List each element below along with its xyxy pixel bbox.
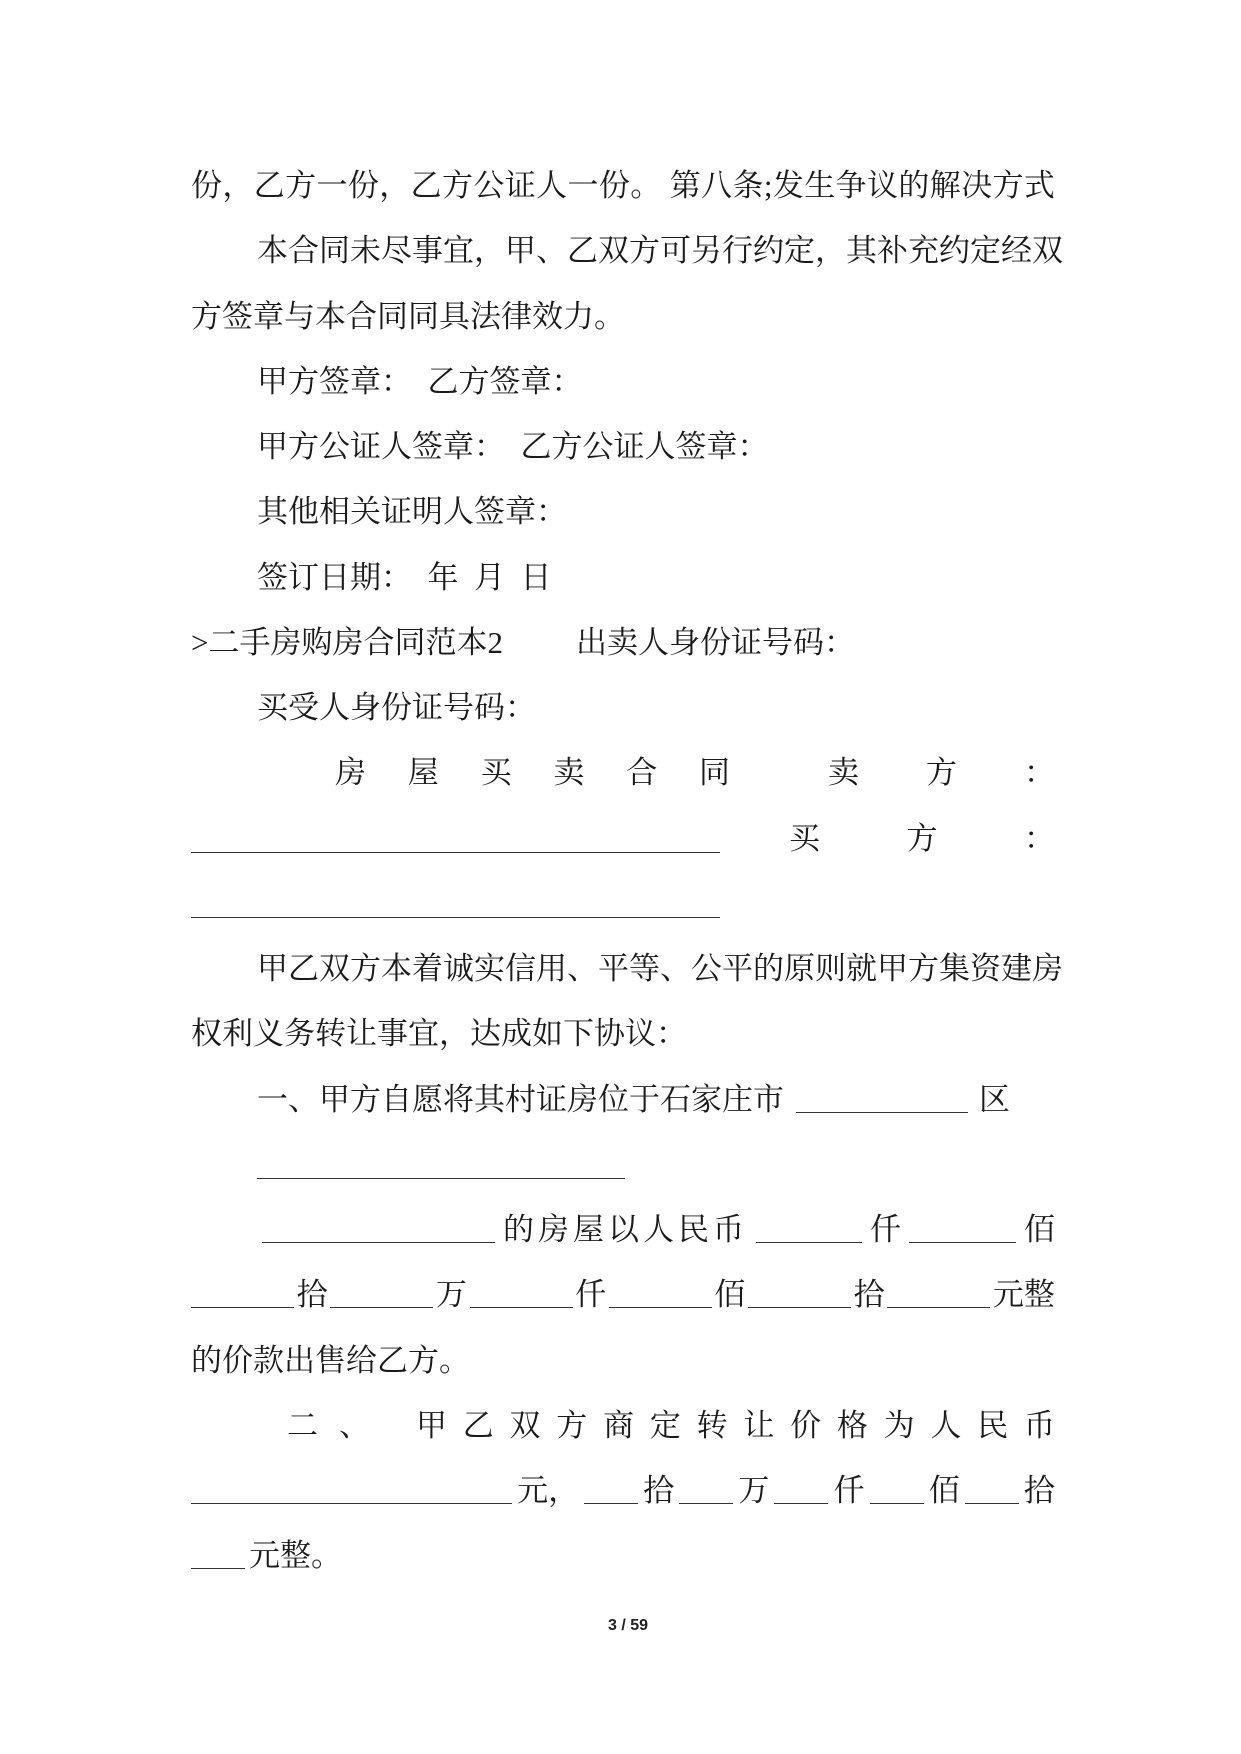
text-char: 式 (1023, 168, 1055, 203)
price-unit: 仟 (870, 1212, 901, 1247)
text-char: 另 (691, 233, 722, 268)
article-2-amount-end: 元整。 (249, 1538, 342, 1573)
text-char: 甲 (877, 951, 908, 986)
text-char: 币 (1023, 1408, 1055, 1443)
text-char: 方 (906, 821, 938, 856)
text-char: 方 (926, 755, 957, 790)
amount-unit: 元， (517, 1473, 580, 1508)
text-char: ： (1024, 821, 1055, 856)
text-char: 一 (316, 168, 348, 203)
signature-notaries-line: 甲方公证人签章： 乙方公证人签章： (257, 429, 769, 464)
text-char: 可 (660, 233, 691, 268)
text-char: 让 (743, 1408, 775, 1443)
text-char: 一 (567, 168, 599, 203)
text-char: 双 (1032, 233, 1063, 268)
fill-in-blank (870, 1503, 924, 1504)
article-2-number (287, 1404, 370, 1448)
text-char: 方 (908, 951, 939, 986)
text-char: 甲 (416, 1408, 447, 1443)
preamble-line-1 (257, 947, 1063, 991)
text-char: 生 (804, 168, 836, 203)
text-char: 其 (846, 233, 877, 268)
fill-in-blank (774, 1503, 828, 1504)
supplement-line-2: 方签章与本合同同具法律效力。 (191, 299, 625, 334)
fill-in-blank (909, 1242, 1016, 1243)
text-char: 房 (1032, 951, 1063, 986)
text-char: 信 (505, 951, 536, 986)
seller-id-label: 出卖人身份证号码： (576, 625, 855, 660)
text-char: ， (379, 168, 411, 203)
text-char: 资 (970, 951, 1001, 986)
fill-in-blank (191, 1503, 512, 1504)
amount-unit: 佰 (928, 1473, 960, 1508)
text-char: 条 (732, 168, 764, 203)
text-char: 方 (442, 168, 473, 203)
fill-in-blank (748, 1307, 851, 1308)
text-char: 的 (898, 168, 930, 203)
fill-in-blank (191, 1307, 294, 1308)
fill-in-blank (330, 1307, 433, 1308)
text-char: 、 (567, 951, 598, 986)
article-1-price-intro: 的房屋以人民币 (503, 1212, 748, 1247)
text-char: 约 (939, 233, 970, 268)
text-char: 乙 (253, 168, 285, 203)
fill-in-blank (679, 1503, 733, 1504)
text-char: 争 (835, 168, 867, 203)
seller-label (828, 751, 1055, 795)
text-char: 屋 (407, 755, 439, 790)
article-1-district-suffix: 区 (979, 1082, 1010, 1117)
text-char: 二 (287, 1408, 318, 1443)
text-char: 本 (381, 951, 412, 986)
text-char: 双 (598, 233, 629, 268)
text-char: 方 (992, 168, 1024, 203)
text-char: 房 (335, 755, 366, 790)
text-char: 卖 (553, 755, 585, 790)
text-char: 份 (598, 168, 630, 203)
seller-name-blank (191, 852, 720, 853)
text-char: 平 (598, 951, 629, 986)
text-char: 定 (649, 1408, 681, 1443)
amount-unit: 万 (738, 1473, 770, 1508)
text-char: 乙 (567, 233, 598, 268)
text-char: ， (815, 233, 846, 268)
signing-date-line: 签订日期： 年 月 日 (257, 560, 552, 595)
text-char: 合 (626, 755, 658, 790)
text-char: 双 (319, 951, 350, 986)
text-char: 方 (556, 1408, 588, 1443)
text-char: 则 (815, 951, 846, 986)
address-blank (257, 1178, 625, 1179)
amount-unit: 仟 (833, 1473, 865, 1508)
text-char: 本 (257, 233, 288, 268)
buyer-name-blank (191, 917, 720, 918)
text-char: 、 (339, 1408, 370, 1443)
article-1-price-line-1 (262, 1208, 1055, 1252)
price-unit: 佰 (714, 1277, 746, 1312)
text-char: 方 (350, 951, 381, 986)
text-char: 份 (191, 168, 222, 203)
text-char: 诚 (443, 951, 474, 986)
fill-in-blank (191, 1568, 245, 1569)
text-char: 解 (929, 168, 961, 203)
text-char: 事 (412, 233, 443, 268)
text-char (662, 164, 670, 208)
signature-witnesses-line: 其他相关证明人签章： (257, 494, 567, 529)
article-2-amount-line (191, 1469, 1055, 1513)
text-char: 八 (701, 168, 733, 203)
article-1-price-line-2 (191, 1273, 1055, 1317)
text-char: 乙 (462, 1408, 494, 1443)
price-unit: 万 (435, 1277, 467, 1312)
text-char: 、 (660, 951, 691, 986)
text-char: 用 (536, 951, 567, 986)
price-unit: 拾 (853, 1277, 885, 1312)
text-char: 定 (784, 233, 815, 268)
text-char: ， (222, 168, 254, 203)
text-char: 建 (1001, 951, 1032, 986)
text-char: 甲 (505, 233, 536, 268)
text-char: 人 (930, 1408, 962, 1443)
fill-in-blank (470, 1307, 573, 1308)
text-char: 经 (1001, 233, 1032, 268)
text-char: 未 (350, 233, 381, 268)
text-char: 着 (412, 951, 443, 986)
text-char: 集 (939, 951, 970, 986)
text-char: 为 (883, 1408, 915, 1443)
article-1-location-prefix: 一、甲方自愿将其村证房位于石家庄市 (257, 1082, 784, 1117)
page-number: 3 / 59 (607, 1617, 649, 1634)
text-char: 买 (480, 755, 512, 790)
text-char: 证 (504, 168, 536, 203)
text-char: 。 (630, 168, 662, 203)
text-char: 同 (319, 233, 350, 268)
text-char: 约 (753, 233, 784, 268)
text-char: 公 (473, 168, 505, 203)
contract-title (335, 751, 730, 795)
text-char: 等 (629, 951, 660, 986)
text-char: 乙 (410, 168, 442, 203)
text-char: 发 (772, 168, 804, 203)
fill-in-blank (584, 1503, 638, 1504)
text-char: 卖 (828, 755, 859, 790)
text-char: 商 (603, 1408, 635, 1443)
template-heading: >二手房购房合同范本2 (191, 625, 503, 660)
price-unit: 佰 (1024, 1212, 1055, 1247)
text-char: 乙 (288, 951, 319, 986)
buyer-id-label: 买受人身份证号码： (257, 690, 536, 725)
fill-in-blank (756, 1242, 862, 1243)
text-char: ： (1024, 755, 1055, 790)
fill-in-blank (609, 1307, 712, 1308)
text-char: 宜 (443, 233, 474, 268)
text-char: ; (763, 168, 773, 203)
text-char: 同 (698, 755, 730, 790)
text-char: 价 (790, 1408, 822, 1443)
clause-8-tail-line (191, 164, 1055, 208)
article-2-amount-end-line (191, 1534, 1055, 1578)
text-char: ， (474, 233, 505, 268)
article-1-location-line (257, 1078, 1055, 1122)
fill-in-blank (965, 1503, 1019, 1504)
text-char: 份 (347, 168, 379, 203)
text-char: 合 (288, 233, 319, 268)
text-char: 民 (977, 1408, 1009, 1443)
text-char: 定 (970, 233, 1001, 268)
text-char: 方 (285, 168, 317, 203)
text-char: 方 (629, 233, 660, 268)
text-char: 决 (961, 168, 993, 203)
text-char: 格 (836, 1408, 868, 1443)
fill-in-blank (262, 1242, 495, 1243)
preamble-line-2: 权利义务转让事宜，达成如下协议： (191, 1016, 687, 1051)
supplement-line-1 (257, 229, 1063, 273)
text-char: 就 (846, 951, 877, 986)
article-1-sale-clause: 的价款出售给乙方。 (191, 1343, 470, 1378)
text-char: 转 (696, 1408, 728, 1443)
price-unit: 元整 (992, 1277, 1055, 1312)
text-char: 原 (784, 951, 815, 986)
text-char: 平 (722, 951, 753, 986)
fill-in-blank (887, 1307, 990, 1308)
price-unit: 拾 (296, 1277, 328, 1312)
text-char: 人 (536, 168, 568, 203)
text-char: 行 (722, 233, 753, 268)
text-char: 甲 (257, 951, 288, 986)
text-char: 公 (691, 951, 722, 986)
text-char: 买 (789, 821, 820, 856)
text-char: 补 (877, 233, 908, 268)
price-unit: 仟 (575, 1277, 607, 1312)
text-char: 的 (753, 951, 784, 986)
text-char: 议 (867, 168, 898, 203)
text-char: 尽 (381, 233, 412, 268)
article-2-text (416, 1404, 1055, 1448)
text-char: 实 (474, 951, 505, 986)
fill-in-blank (796, 1112, 968, 1113)
text-char: 、 (536, 233, 567, 268)
amount-unit: 拾 (643, 1473, 675, 1508)
signature-parties-line: 甲方签章： 乙方签章： (257, 364, 583, 399)
text-char: 双 (509, 1408, 541, 1443)
text-char: 充 (908, 233, 939, 268)
text-char: 第 (669, 168, 701, 203)
amount-unit: 拾 (1023, 1473, 1055, 1508)
buyer-label (789, 817, 1055, 861)
